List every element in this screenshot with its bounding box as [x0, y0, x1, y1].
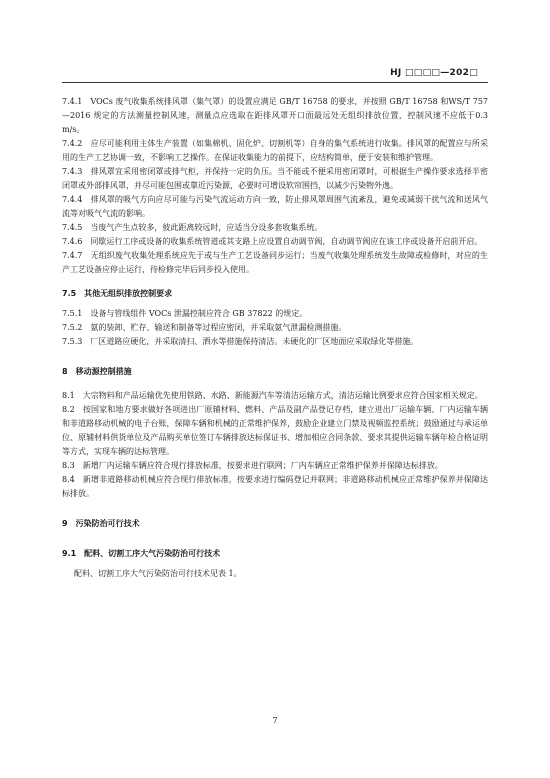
section-9-title: 9 污染防治可行技术	[62, 519, 140, 528]
para-7-4-5: 7.4.5 当废气产生点较多，彼此距离较远时，应适当分设多套收集系统。	[62, 223, 323, 232]
section-8-title: 8 移动源控制措施	[62, 367, 132, 376]
page-number: 7	[272, 716, 278, 725]
section-7-5-title: 7.5 其他无组织排放控制要求	[62, 289, 173, 298]
para-8-1: 8.1 大宗物料和产品运输优先使用铁路、水路、新能源汽车等清洁运输方式，清洁运输比例要求应符合国家相关规定。	[62, 391, 483, 400]
section-9-1-title: 9.1 配料、切割工序大气污染防治可行技术	[62, 549, 221, 558]
para-7-4-1: 7.4.1 VOCs 废气收集系统排风罩（集气罩）的设置应满足 GB/T 16758 的要求，并按照 GB/T 16758 和WS/T 757—2016 规定的方法测量控制风速，测量点应选取在距排风罩开口面最远处无组织排放位置，控制风速不应低于0.3 m/s。	[62, 97, 488, 134]
para-7-4-3: 7.4.3 排风罩宜采用密闭罩或排气柜，并保持一定的负压。当不能或不便采用密闭罩时，可根据生产操作要求选择半密闭罩或外部排风罩，并尽可能包围或靠近污染源，必要时可增设软帘围挡，以减少污染物外逸。	[62, 167, 488, 190]
para-8-3: 8.3 新增厂内运输车辆应符合现行排放标准，按要求进行联网；厂内车辆应正常维护保养并保障达标排放。	[62, 461, 443, 470]
para-7-4-6: 7.4.6 同歇运行工序或设备的收集系统管道或其支路上应设置自动调节阀，自动调节阀应在该工序或设备开启前开启。	[62, 237, 483, 246]
para-8-2: 8.2 按国家和地方要求做好各项进出厂原辅材料、燃料、产品及副产品登记存档，建立进出厂运输车辆、厂内运输车辆和非道路移动机械的电子台账，保障车辆和机械的正常维护保养，鼓励企业建立门禁及视频监控系统；鼓励通过与承运单位、原辅材料供货单位及产品购买单位签订车辆排放达标保证书、增加相应合同条款、要求其提供运输车辆年检合格证明等方式，实现车辆的达标管理。	[62, 405, 488, 456]
para-7-5-1: 7.5.1 设备与管线组件 VOCs 泄漏控制应符合 GB 37822 的规定。	[62, 309, 308, 318]
para-7-4-7: 7.4.7 无组织废气收集处理系统应先于或与生产工艺设备同步运行；当废气收集处理系统发生故障或检修时，对应的生产工艺设备应停止运行，待检修完毕后同步投入使用。	[62, 251, 488, 274]
para-7-5-3: 7.5.3 厂区道路应硬化，并采取清扫、洒水等措施保持清洁。未硬化的厂区地面应采取绿化等措施。	[62, 337, 419, 346]
standard-code: HJ □□□□—202□	[390, 68, 478, 78]
para-7-4-4: 7.4.4 排风罩的吸气方向应尽可能与污染气流运动方向一致，防止排风罩周围气流紊乱，避免或减弱干扰气流和送风气流等对吸气气流的影响。	[62, 195, 488, 218]
para-7-5-2: 7.5.2 氨的装卸、贮存、输送和制备等过程应密闭，并采取氨气泄漏检测措施。	[62, 323, 347, 332]
para-7-4-2: 7.4.2 应尽可能利用主体生产装置（如集棉机、固化炉、切割机等）自身的集气系统进行收集。排风罩的配置应与所采用的生产工艺协调一致，不影响工艺操作。在保证收集能力的前提下，应结构简单，便于安装和维护管理。	[62, 139, 488, 162]
para-9-1: 配料、切割工序大气污染防治可行技术见表 1。	[74, 569, 242, 578]
para-8-4: 8.4 新增非道路移动机械应符合现行排放标准，按要求进行编码登记并联网；非道路移动机械应正常维护保养并保障达标排放。	[62, 475, 488, 498]
document-body	[62, 95, 488, 581]
header-rule	[62, 82, 488, 83]
